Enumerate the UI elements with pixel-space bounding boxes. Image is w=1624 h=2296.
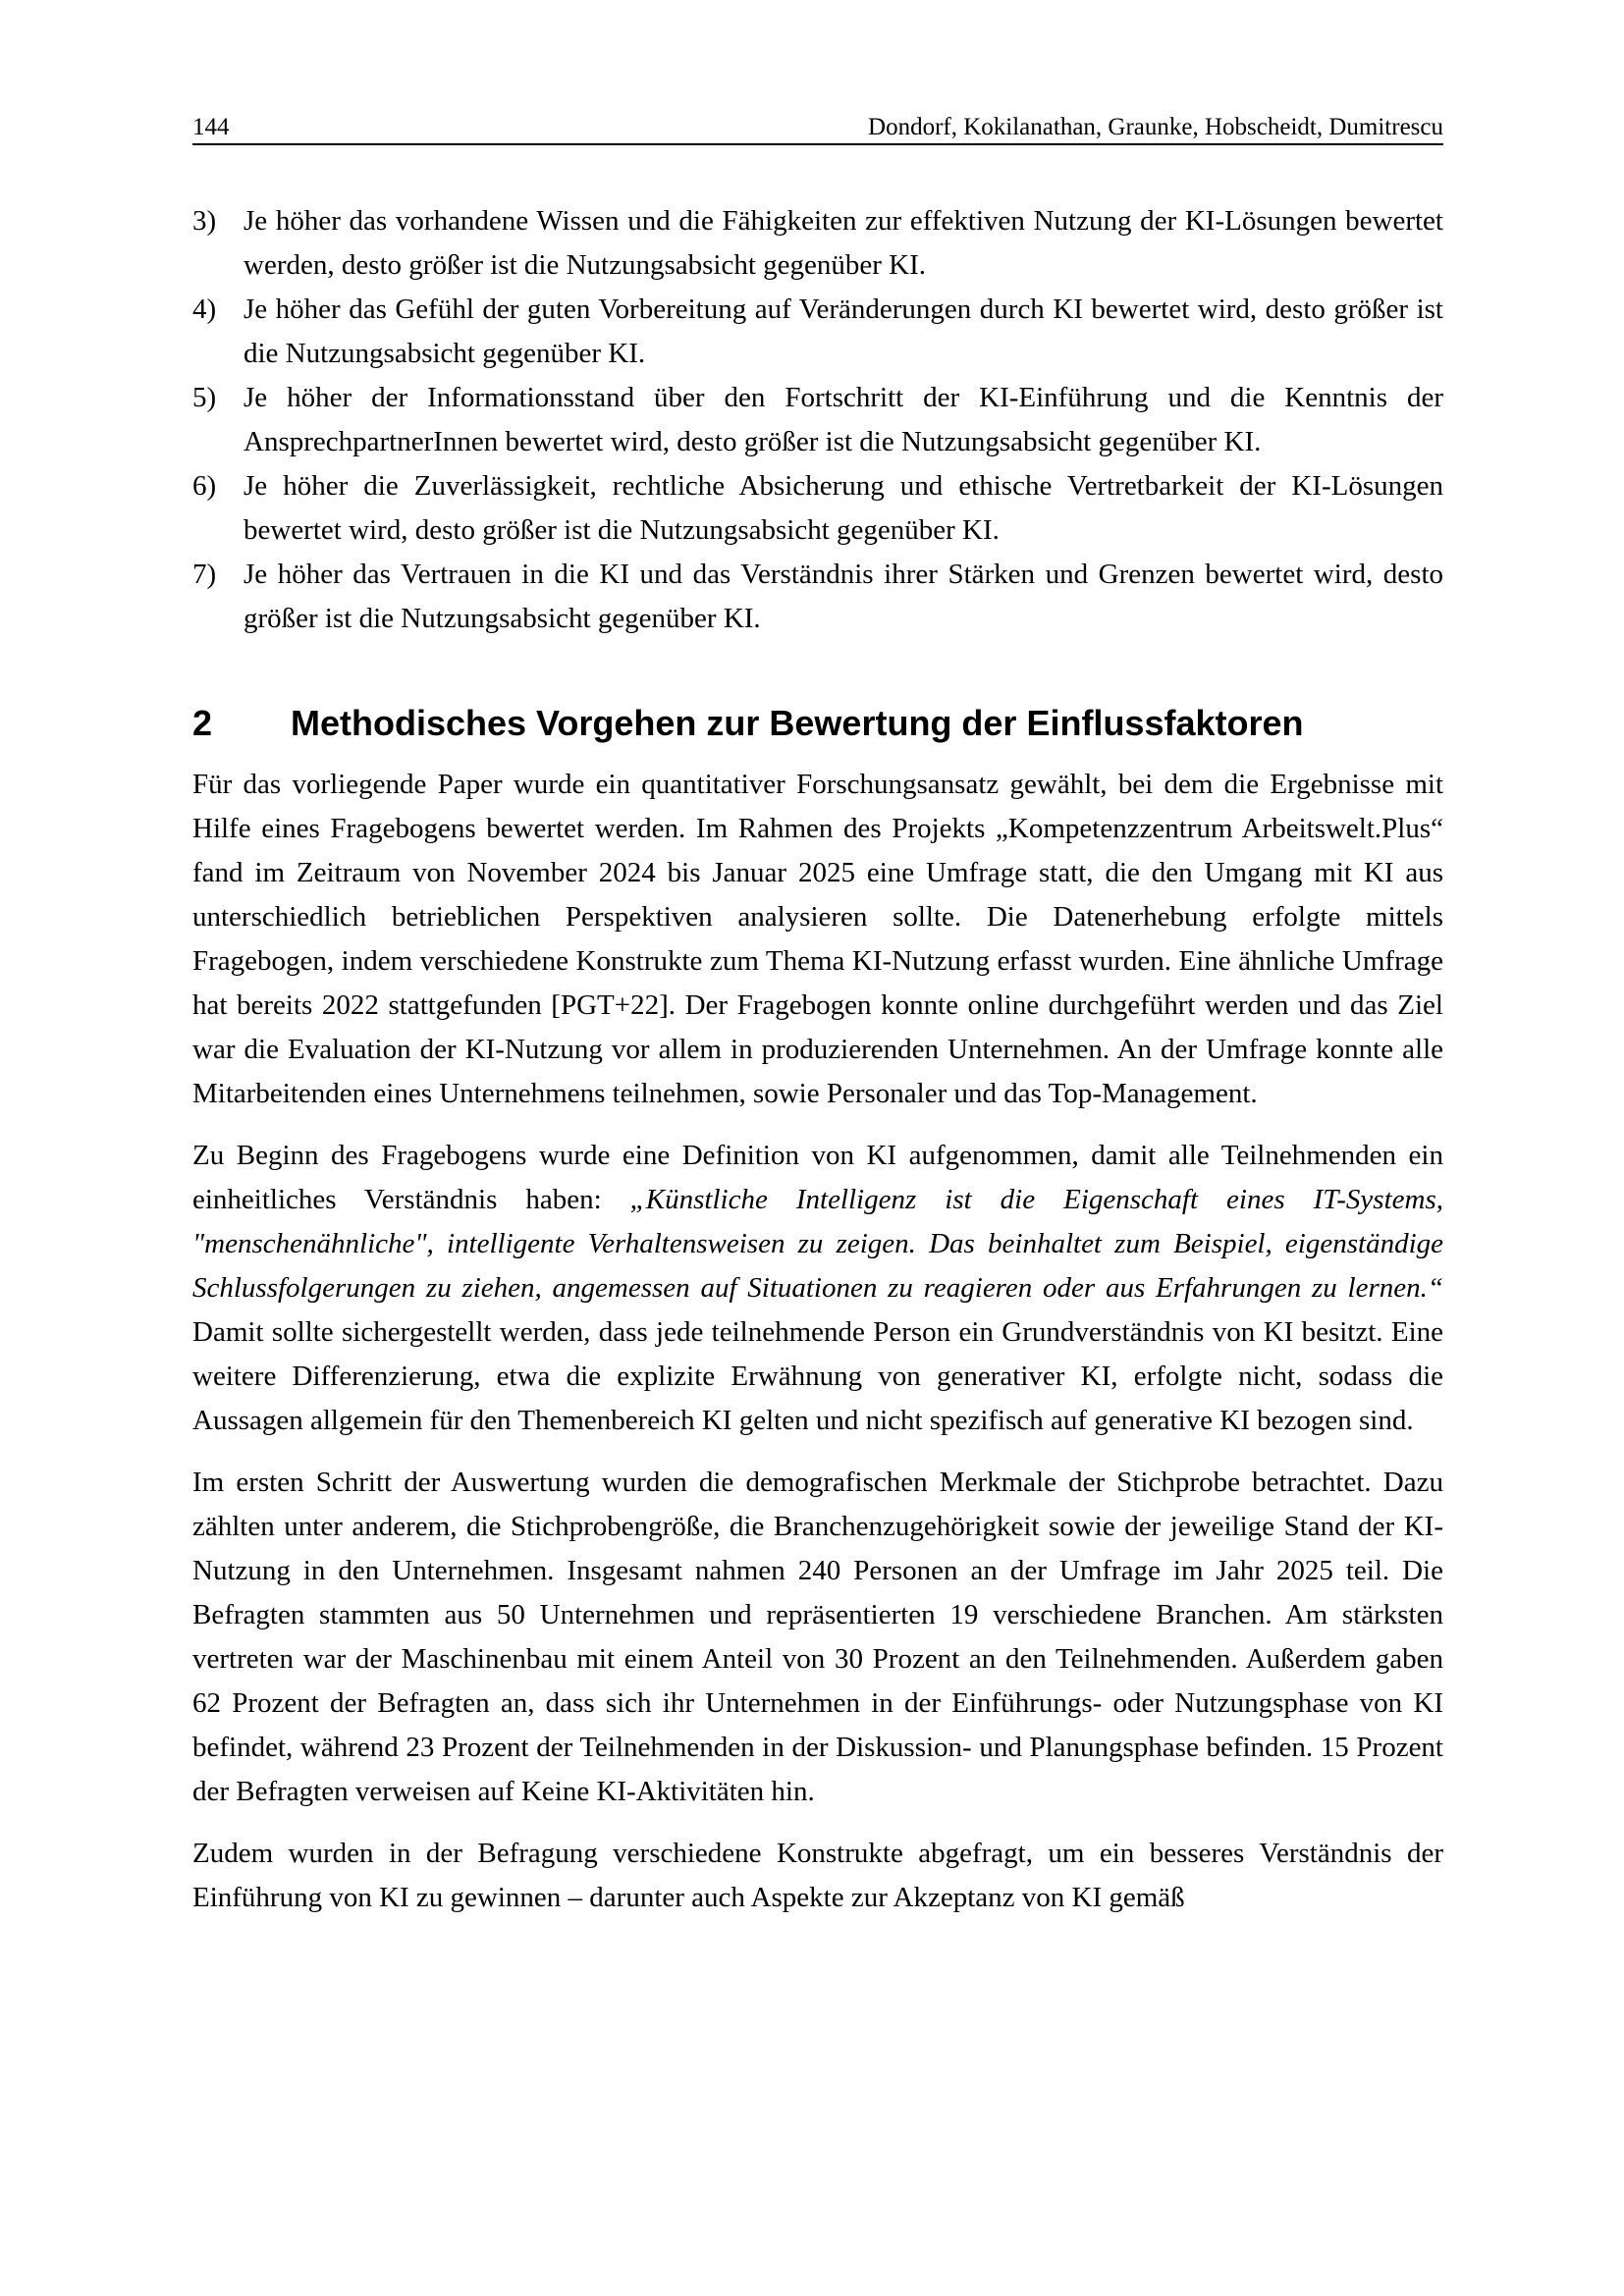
body-content (192, 199, 1443, 1920)
list-item (192, 199, 1443, 288)
list-item-text: Je höher die Zuverlässigkeit, rechtliche Absicherung und ethische Vertretbarkeit der KI-Lösungen bewertet wird, desto größer ist die Nutzungsabsicht gegenüber KI. (244, 470, 1443, 546)
list-item (192, 553, 1443, 641)
paragraph-definition (192, 1134, 1443, 1443)
list-item-text: Je höher der Informationsstand über den Fortschritt der KI-Einführung und die Kenntnis der AnsprechpartnerInnen bewertet wird, desto größer ist die Nutzungsabsicht gegenüber KI. (244, 382, 1443, 457)
list-item (192, 288, 1443, 376)
definition-quote: „Künstliche Intelligenz ist die Eigenschaft eines IT-Systems, "menschenähnliche", intelligente Verhaltensweisen zu zeigen. Das beinhaltet zum Beispiel, eigenständige Schlussfolgerungen zu ziehen, angemessen auf Situationen zu reagieren oder aus Erfahrungen zu lernen.“ (192, 1184, 1443, 1304)
paragraph-method: Für das vorliegende Paper wurde ein quantitativer Forschungsansatz gewählt, bei dem die Ergebnisse mit Hilfe eines Fragebogens bewertet werden. Im Rahmen des Projekts „Kompetenzzentrum Arbeitswelt.Plus“ fand im Zeitraum von November 2024 bis Januar 2025 eine Umfrage statt, die den Umgang mit KI aus unterschiedlich betrieblichen Perspektiven analysieren sollte. Die Datenerhebung erfolgte mittels Fragebogen, indem verschiedene Konstrukte zum Thema KI-Nutzung erfasst wurden. Eine ähnliche Umfrage hat bereits 2022 stattgefunden [PGT+22]. Der Fragebogen konnte online durchgeführt werden und das Ziel war die Evaluation der KI-Nutzung vor allem in produzierenden Unternehmen. An der Umfrage konnte alle Mitarbeitenden eines Unternehmens teilnehmen, sowie Personaler und das Top-Management. (192, 769, 1443, 1109)
header-authors: Dondorf, Kokilanathan, Graunke, Hobscheidt, Dumitrescu (868, 114, 1443, 140)
section-number: 2 (192, 703, 213, 743)
list-item (192, 376, 1443, 464)
list-item-number: 5) (192, 382, 217, 413)
hypothesis-list (192, 199, 1443, 641)
list-item-text: Je höher das Gefühl der guten Vorbereitung auf Veränderungen durch KI bewertet wird, desto größer ist die Nutzungsabsicht gegenüber KI. (244, 294, 1443, 369)
section-title: Methodisches Vorgehen zur Bewertung der Einflussfaktoren (291, 703, 1304, 743)
list-item-number: 7) (192, 559, 217, 590)
section-heading (192, 702, 1443, 745)
list-item-text: Je höher das Vertrauen in die KI und das Verständnis ihrer Stärken und Grenzen bewertet wird, desto größer ist die Nutzungsabsicht gegenüber KI. (244, 559, 1443, 634)
definition-rest: Damit sollte sichergestellt werden, dass jede teilnehmende Person ein Grundverständnis von KI besitzt. Eine weitere Differenzierung, etwa die explizite Erwähnung von generativer KI, erfolgte nicht, sodass die Aussagen allgemein für den Themenbereich KI gelten und nicht spezifisch auf generative KI bezogen sind. (192, 1316, 1443, 1436)
list-item-number: 6) (192, 470, 217, 502)
list-item-text: Je höher das vorhandene Wissen und die Fähigkeiten zur effektiven Nutzung der KI-Lösungen bewertet werden, desto größer ist die Nutzungsabsicht gegenüber KI. (244, 205, 1443, 281)
list-item-number: 3) (192, 205, 217, 237)
definition-intro: Zu Beginn des Fragebogens wurde eine Definition von KI aufgenommen, damit alle Teilnehmenden ein einheitliches Verständnis haben: (192, 1140, 1443, 1215)
list-item-number: 4) (192, 294, 217, 325)
page-number: 144 (192, 114, 230, 140)
paragraph-constructs: Zudem wurden in der Befragung verschiedene Konstrukte abgefragt, um ein besseres Verständnis der Einführung von KI zu gewinnen – darunter auch Aspekte zur Akzeptanz von KI gemäß (192, 1838, 1443, 1913)
paragraph-sample: Im ersten Schritt der Auswertung wurden die demografischen Merkmale der Stichprobe betrachtet. Dazu zählten unter anderem, die Stichprobengröße, die Branchenzugehörigkeit sowie der jeweilige Stand der KI-Nutzung in den Unternehmen. Insgesamt nahmen 240 Personen an der Umfrage im Jahr 2025 teil. Die Befragten stammten aus 50 Unternehmen und repräsentierten 19 verschiedene Branchen. Am stärksten vertreten war der Maschinenbau mit einem Anteil von 30 Prozent an den Teilnehmenden. Außerdem gaben 62 Prozent der Befragten an, dass sich ihr Unternehmen in der Einführungs- oder Nutzungsphase von KI befindet, während 23 Prozent der Teilnehmenden in der Diskussion- und Planungsphase befinden. 15 Prozent der Befragten verweisen auf Keine KI-Aktivitäten hin. (192, 1467, 1443, 1807)
list-item (192, 464, 1443, 553)
running-header (192, 112, 1443, 145)
